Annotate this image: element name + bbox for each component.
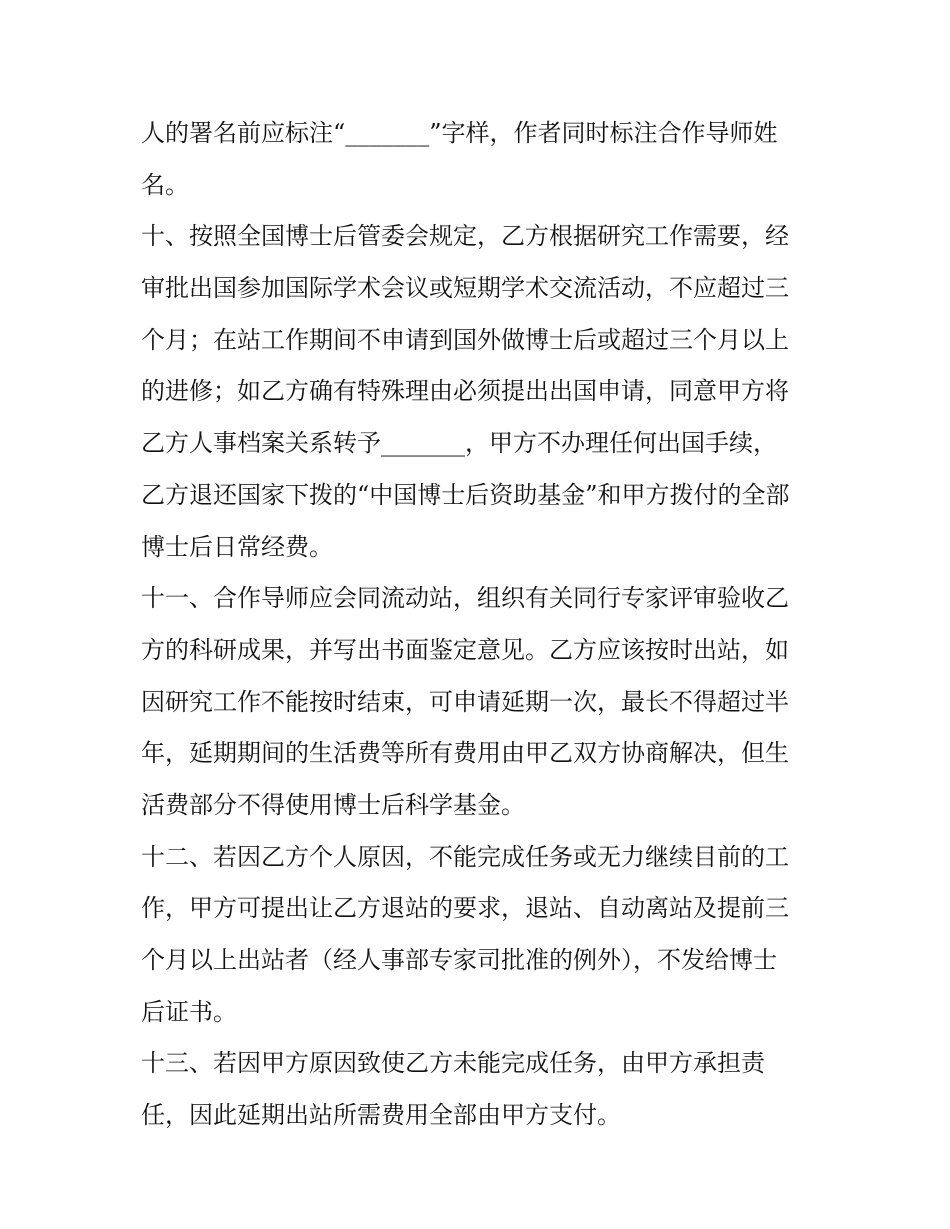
text-line: 的进修；如乙方确有特殊理由必须提出出国申请，同意甲方将 — [141, 377, 789, 406]
text-line: 年，延期期间的生活费等所有费用由甲乙双方协商解决，但生 — [141, 739, 789, 768]
text-line: 名。 — [141, 170, 189, 199]
document-body — [141, 108, 821, 1142]
text-line: 十一、合作导师应会同流动站，组织有关同行专家评审验收乙 — [141, 584, 789, 613]
text-line: 方的科研成果，并写出书面鉴定意见。乙方应该按时出站，如 — [141, 635, 789, 664]
text-line: 审批出国参加国际学术会议或短期学术交流活动，不应超过三 — [141, 274, 789, 303]
text-line: 乙方退还国家下拨的“中国博士后资助基金”和甲方拨付的全部 — [141, 480, 790, 509]
text-line: 个月；在站工作期间不申请到国外做博士后或超过三个月以上 — [141, 325, 789, 354]
text-line: 人的署名前应标注“_______”字样，作者同时标注合作导师姓 — [141, 119, 778, 147]
text-line: 作，甲方可提出让乙方退站的要求，退站、自动离站及提前三 — [141, 894, 789, 923]
text-line: 乙方人事档案关系转予_______，甲方不办理任何出国手续， — [141, 429, 777, 458]
text-line: 任，因此延期出站所需费用全部由甲方支付。 — [141, 1101, 621, 1130]
text-line: 活费部分不得使用博士后科学基金。 — [141, 790, 525, 819]
text-line: 十二、若因乙方个人原因，不能完成任务或无力继续目前的工 — [141, 842, 789, 871]
text-line: 个月以上出站者（经人事部专家司批准的例外），不发给博士 — [141, 946, 777, 974]
text-line: 十三、若因甲方原因致使乙方未能完成任务，由甲方承担责 — [141, 1049, 765, 1078]
text-line: 后证书。 — [141, 997, 237, 1026]
text-line: 博士后日常经费。 — [141, 532, 333, 561]
text-line: 十、按照全国博士后管委会规定，乙方根据研究工作需要，经 — [141, 222, 789, 251]
text-line: 因研究工作不能按时结束，可申请延期一次，最长不得超过半 — [141, 687, 789, 716]
